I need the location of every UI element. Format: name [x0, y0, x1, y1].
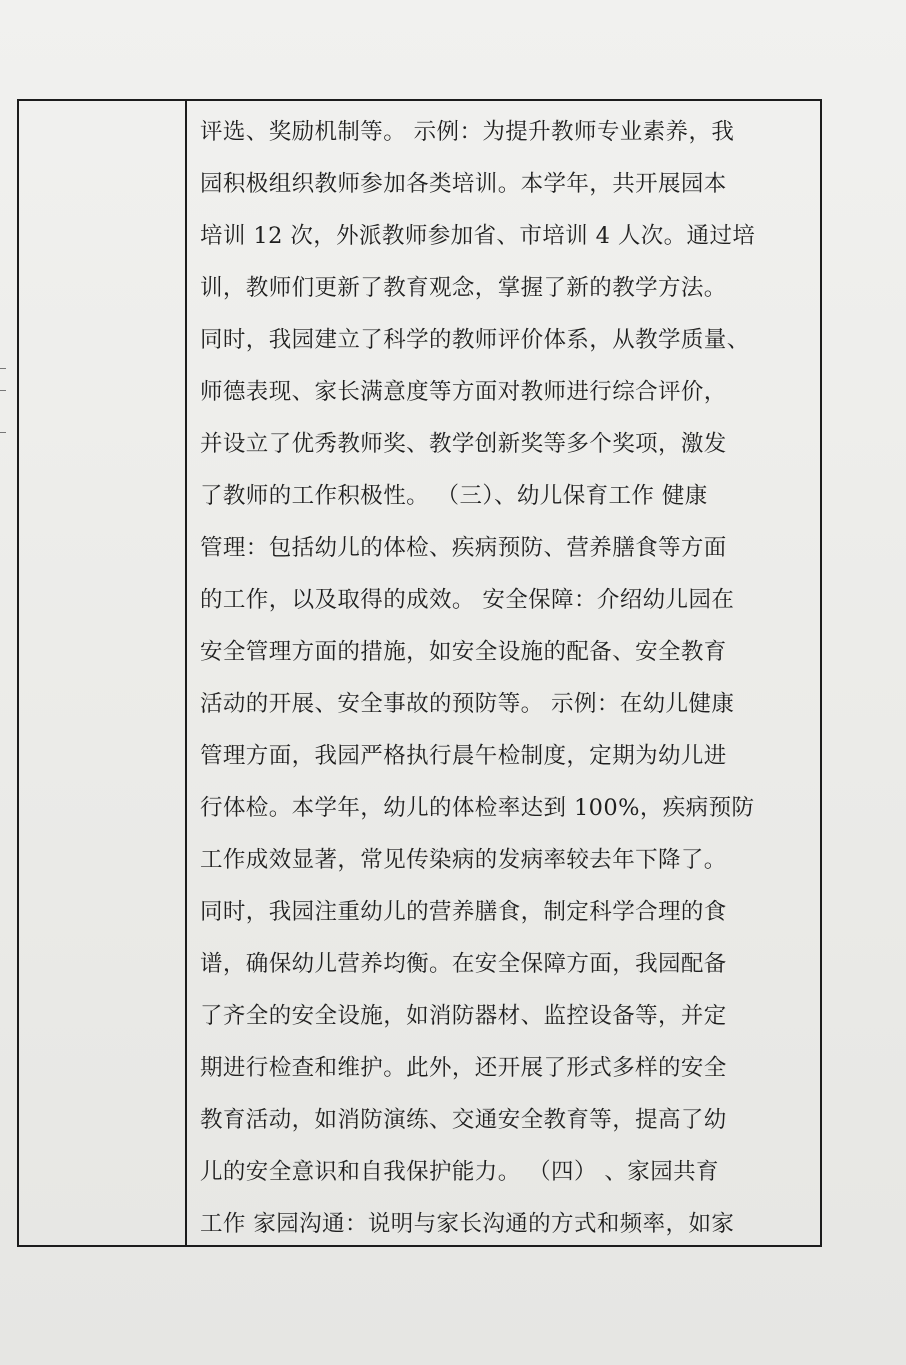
- text-line-17: 谱，确保幼儿营养均衡。在安全保障方面，我园配备: [200, 951, 727, 977]
- text-line-8: 了教师的工作积极性。 （三）、幼儿保育工作 健康: [200, 483, 708, 509]
- text-line-15: 工作成效显著，常见传染病的发病率较去年下降了。: [200, 847, 727, 873]
- text-line-6: 师德表现、家长满意度等方面对教师进行综合评价，: [200, 379, 727, 405]
- text-line-5: 同时，我园建立了科学的教师评价体系，从教学质量、: [200, 327, 750, 353]
- text-line-1: 评选、奖励机制等。 示例：为提升教师专业素养，我: [200, 119, 735, 145]
- text-line-16: 同时，我园注重幼儿的营养膳食，制定科学合理的食: [200, 899, 727, 925]
- text-line-13: 管理方面，我园严格执行晨午检制度，定期为幼儿进: [200, 743, 727, 769]
- text-line-10: 的工作，以及取得的成效。 安全保障：介绍幼儿园在: [200, 587, 735, 613]
- binding-marks: [0, 360, 10, 450]
- text-line-3: 培训 12 次，外派教师参加省、市培训 4 人次。通过培: [200, 223, 756, 249]
- text-line-9: 管理：包括幼儿的体检、疾病预防、营养膳食等方面: [200, 535, 727, 561]
- text-line-21: 儿的安全意识和自我保护能力。 （四） 、家园共育: [200, 1159, 719, 1185]
- form-table: [17, 99, 822, 1247]
- text-line-4: 训，教师们更新了教育观念，掌握了新的教学方法。: [200, 275, 727, 301]
- text-line-12: 活动的开展、安全事故的预防等。 示例：在幼儿健康: [200, 691, 735, 717]
- text-line-18: 了齐全的安全设施，如消防器材、监控设备等，并定: [200, 1003, 727, 1029]
- text-line-14: 行体检。本学年，幼儿的体检率达到 100%，疾病预防: [200, 795, 755, 821]
- label-column-cell: [19, 101, 187, 1245]
- text-line-20: 教育活动，如消防演练、交通安全教育等，提高了幼: [200, 1107, 727, 1133]
- text-line-22: 工作 家园沟通：说明与家长沟通的方式和频率，如家: [200, 1211, 735, 1237]
- text-line-2: 园积极组织教师参加各类培训。本学年，共开展园本: [200, 171, 727, 197]
- text-line-7: 并设立了优秀教师奖、教学创新奖等多个奖项，激发: [200, 431, 727, 457]
- text-line-19: 期进行检查和维护。此外，还开展了形式多样的安全: [200, 1055, 727, 1081]
- content-cell: [187, 101, 820, 1245]
- text-line-11: 安全管理方面的措施，如安全设施的配备、安全教育: [200, 639, 727, 665]
